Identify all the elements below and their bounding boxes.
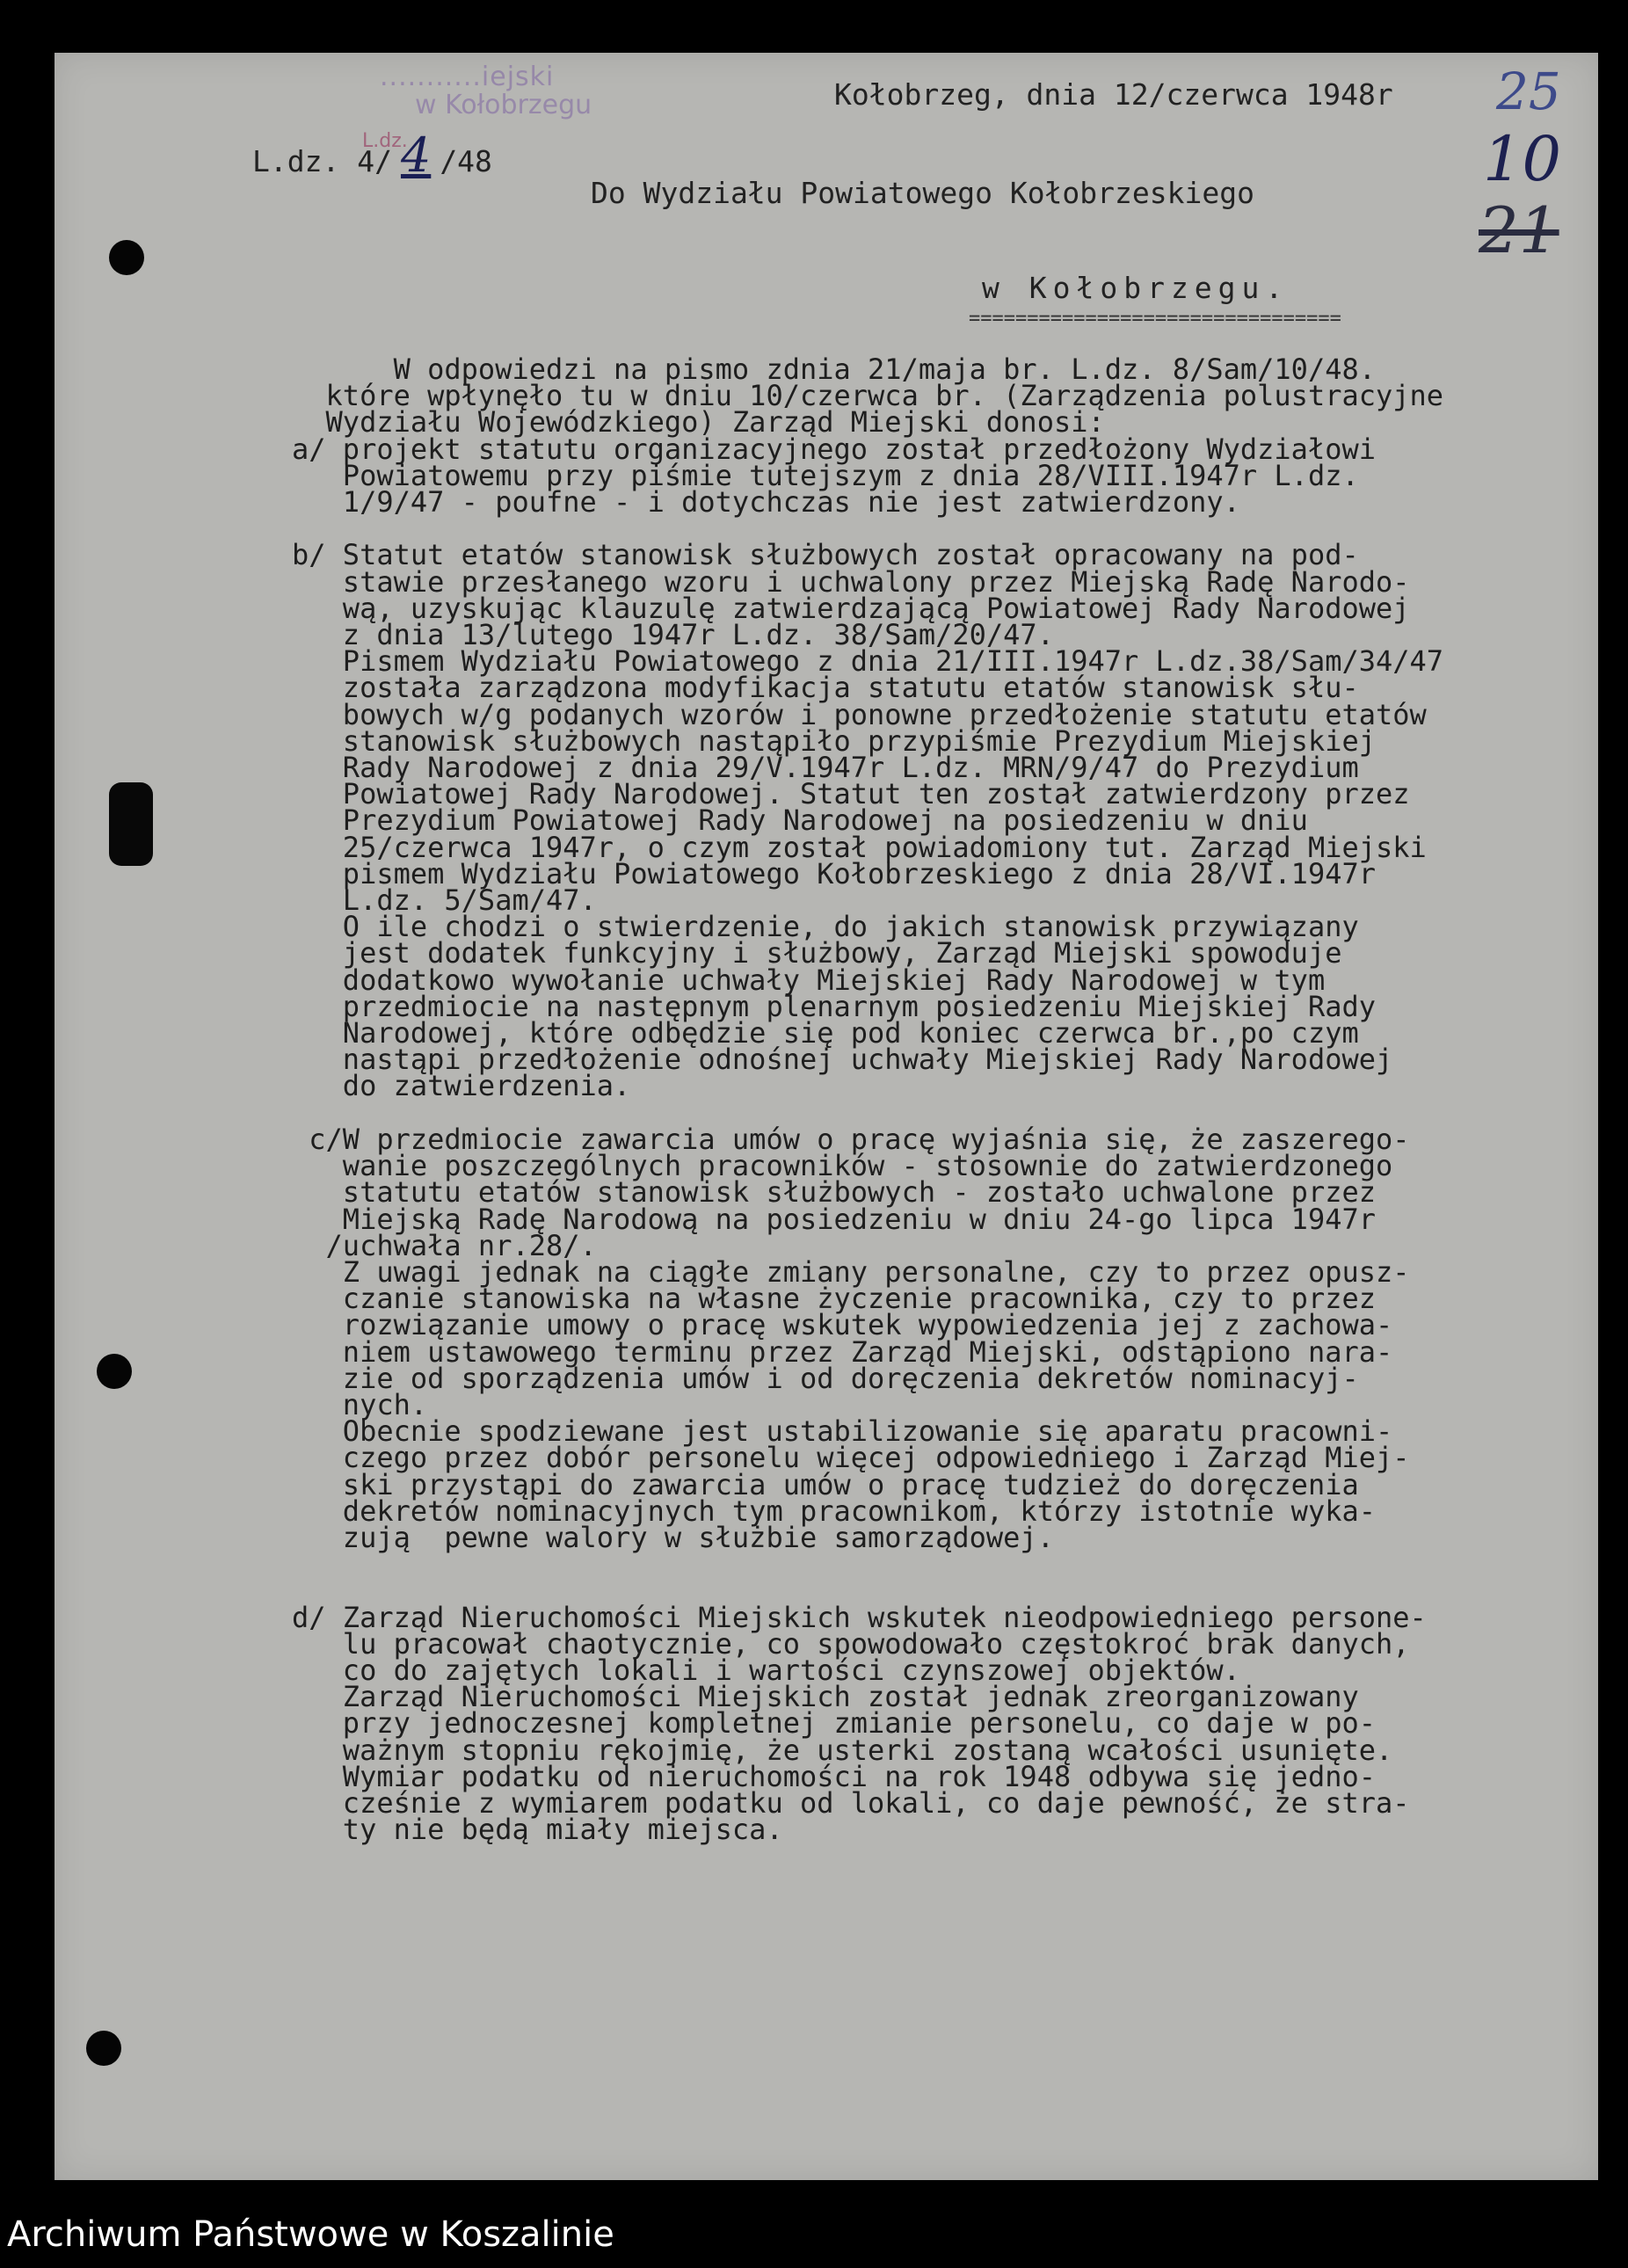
margin-annotations (1461, 62, 1593, 281)
letter-body: W odpowiedzi na pismo zdnia 21/maja br. L.dz. 8/Sam/10/48. które wpłynęło tu w dniu 10/czerwca br. (Zarządzenia polustracyjne Wydziału Wojewódzkiego) Zarząd Miejski donosi: a/ projekt statutu organizacyjnego został przedłożony Wydziałowi Powiatowemu przy piśmie tutejszym z dnia 28/VIII.1947r L.dz. 1/9/47 - poufne - i dotychczas nie jest zatwierdzony. b/ Statut etatów stanowisk służbowych został opracowany na pod- stawie przesłanego wzoru i uchwalony przez Miejską Radę Narodo- wą, uzyskując klauzulę zatwierdzającą Powiatowej Rady Narodowej z dnia 13/lutego 1947r L.dz. 38/Sam/20/47. Pismem Wydziału Powiatowego z dnia 21/III.1947r L.dz.38/Sam/34/47 została zarządzona modyfikacja statutu etatów stanowisk słu- bowych w/g podanych wzorów i ponowne przedłożenie statutu etatów stanowisk służbowych nastąpiło przypiśmie Prezydium Miejskiej Rady Narodowej z dnia 29/V.1947r L.dz. MRN/9/47 do Prezydium Powiatowej Rady Narodowej. Statut ten został zatwierdzony przez Prezydium Powiatowej Rady Narodowej na posiedzeniu w dniu 25/czerwca 1947r, o czym został powiadomiony tut. Zarząd Miejski pismem Wydziału Powiatowego Kołobrzeskiego z dnia 28/VI.1947r L.dz. 5/Sam/47. O ile chodzi o stwierdzenie, do jakich stanowisk przywiązany jest dodatek funkcyjny i służbowy, Zarząd Miejski spowoduje dodatkowo wywołanie uchwały Miejskiej Rady Narodowej w tym przedmiocie na następnym plenarnym posiedzeniu Miejskiej Rady Narodowej, które odbędzie się pod koniec czerwca br.,po czym nastąpi przedłożenie odnośnej uchwały Miejskiej Rady Narodowej do zatwierdzenia. c/W przedmiocie zawarcia umów o pracę wyjaśnia się, że zaszerego- wanie poszczególnych pracowników - stosownie do zatwierdzonego statutu etatów stanowisk służbowych - zostało uchwalone przez Miejską Radę Narodową na posiedzeniu w dniu 24-go lipca 1947r /uchwała nr.28/. Z uwagi jednak na ciągłe zmiany personalne, czy to przez opusz- czanie stanowiska na własne życzenie pracownika, czy to przez rozwiązanie umowy o pracę wskutek wypowiedzenia jej z zachowa- niem ustawowego terminu przez Zarząd Miejski, odstąpiono nara- zie od sporządzenia umów i od doręczenia dekretów nominacyj- nych. Obecnie spodziewane jest ustabilizowanie się aparatu pracowni- czego przez dobór personelu więcej odpowiedniego i Zarząd Miej- ski przystąpi do zawarcia umów o pracę tudzież do doręczenia dekretów nominacyjnych tym pracownikom, którzy istotnie wyka- zują pewne walory w służbie samorządowej. d/ Zarząd Nieruchomości Miejskich wskutek nieodpowiedniego persone- lu pracował chaotycznie, co spowodowało częstokroć brak danych, co do zajętych lokali i wartości czynszowej objektów. Zarząd Nieruchomości Miejskich został jednak zreorganizowany przy jednoczesnej kompletnej zmianie personelu, co daje w po- ważnym stopniu rękojmię, że usterki zostaną wcałości usunięte. Wymiar podatku od nieruchomości na rok 1948 odbywa się jedno- cześnie z wymiarem podatku od lokali, co daje pewność, że stra- ty nie będą miały miejsca. (292, 353, 1444, 1847)
document-page (55, 53, 1598, 2180)
margin-mark-bottom: 21 (1479, 193, 1559, 267)
office-stamp: ...........iejski w Kołobrzegu L.dz. (362, 62, 592, 152)
handwritten-number: 4 (400, 127, 432, 183)
archive-footer (0, 2195, 1628, 2268)
date-line: Kołobrzeg, dnia 12/czerwca 1948r (834, 77, 1393, 112)
archive-label: Archiwum Państwowe w Koszalinie (7, 2214, 614, 2255)
punch-hole (109, 240, 144, 275)
underline-rule: ================================ (969, 308, 1341, 330)
reference-number: L.dz. 4/ 4 /48 (252, 127, 492, 183)
punch-hole (86, 2031, 121, 2066)
margin-mark-middle: 10 (1483, 123, 1562, 195)
punch-hole (109, 782, 153, 866)
punch-hole (97, 1354, 132, 1389)
addressee-city: w Kołobrzegu. (982, 271, 1290, 305)
margin-mark-top: 25 (1496, 62, 1561, 121)
addressee: Do Wydziału Powiatowego Kołobrzeskiego (591, 176, 1254, 210)
